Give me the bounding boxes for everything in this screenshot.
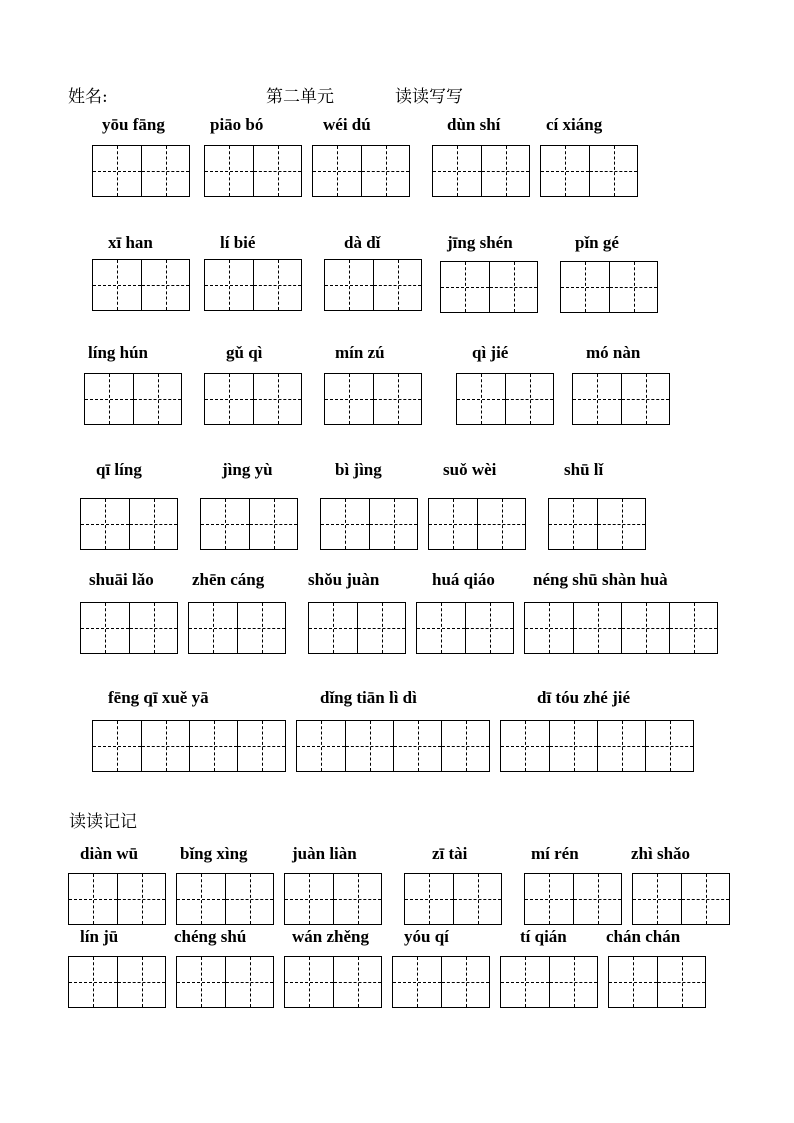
pinyin-label: dǐng tiān lì dì	[320, 688, 417, 707]
pinyin-label: jìng yù	[222, 460, 273, 479]
pinyin-label: suǒ wèi	[443, 460, 497, 479]
pinyin-label: zhì shǎo	[631, 844, 691, 863]
pinyin-label: lín jū	[80, 927, 119, 946]
pinyin-label: zhēn cáng	[192, 570, 265, 589]
writing-grid[interactable]	[204, 259, 302, 311]
writing-grid[interactable]	[176, 956, 274, 1008]
pinyin-label: shuāi lǎo	[89, 570, 154, 589]
writing-grid[interactable]	[84, 373, 182, 425]
pinyin-label: lí bié	[220, 233, 256, 252]
writing-grid[interactable]	[284, 873, 382, 925]
pinyin-label: wán zhěng	[292, 927, 369, 946]
writing-grid[interactable]	[92, 145, 190, 197]
writing-grid[interactable]	[204, 373, 302, 425]
writing-grid[interactable]	[524, 873, 622, 925]
pinyin-label: piāo bó	[210, 115, 264, 134]
writing-grid[interactable]	[320, 498, 418, 550]
pinyin-label: bǐng xìng	[180, 844, 248, 863]
writing-grid[interactable]	[80, 498, 178, 550]
writing-grid[interactable]	[428, 498, 526, 550]
pinyin-label: juàn liàn	[292, 844, 357, 863]
writing-grid[interactable]	[324, 259, 422, 311]
pinyin-label: yōu fāng	[102, 115, 165, 134]
writing-grid[interactable]	[524, 602, 718, 654]
pinyin-label: cí xiáng	[546, 115, 603, 134]
pinyin-label: yóu qí	[404, 927, 449, 946]
pinyin-label: zī tài	[432, 844, 468, 863]
writing-grid[interactable]	[404, 873, 502, 925]
writing-grid[interactable]	[548, 498, 646, 550]
unit-title: 第二单元	[266, 87, 334, 107]
writing-grid[interactable]	[392, 956, 490, 1008]
writing-grid[interactable]	[176, 873, 274, 925]
pinyin-label: dà dǐ	[344, 233, 381, 252]
writing-grid[interactable]	[188, 602, 286, 654]
writing-grid[interactable]	[312, 145, 410, 197]
writing-grid[interactable]	[572, 373, 670, 425]
writing-grid[interactable]	[432, 145, 530, 197]
pinyin-label: dī tóu zhé jié	[537, 688, 631, 707]
section1-title: 读读写写	[395, 87, 463, 107]
pinyin-label: qì jié	[472, 343, 509, 362]
pinyin-label: gǔ qì	[226, 343, 263, 362]
writing-grid[interactable]	[204, 145, 302, 197]
writing-grid[interactable]	[200, 498, 298, 550]
writing-grid[interactable]	[500, 956, 598, 1008]
writing-grid[interactable]	[92, 720, 286, 772]
pinyin-label: huá qiáo	[432, 570, 495, 589]
pinyin-label: wéi dú	[323, 115, 371, 134]
writing-grid[interactable]	[68, 956, 166, 1008]
writing-grid[interactable]	[540, 145, 638, 197]
pinyin-label: chán chán	[606, 927, 681, 946]
writing-grid[interactable]	[308, 602, 406, 654]
name-label: 姓名:	[68, 87, 108, 107]
pinyin-label: qī líng	[96, 460, 142, 479]
pinyin-label: fēng qī xuě yā	[108, 688, 209, 707]
writing-grid[interactable]	[440, 261, 538, 313]
pinyin-label: líng hún	[88, 343, 149, 362]
section2-title: 读读记记	[69, 812, 137, 832]
writing-grid[interactable]	[324, 373, 422, 425]
pinyin-label: mó nàn	[586, 343, 641, 362]
pinyin-label: tí qián	[520, 927, 567, 946]
writing-grid[interactable]	[80, 602, 178, 654]
writing-grid[interactable]	[608, 956, 706, 1008]
writing-grid[interactable]	[416, 602, 514, 654]
pinyin-label: chéng shú	[174, 927, 247, 946]
pinyin-label: xī han	[108, 233, 153, 252]
writing-grid[interactable]	[456, 373, 554, 425]
pinyin-label: shǒu juàn	[308, 570, 380, 589]
pinyin-label: mín zú	[335, 343, 385, 362]
writing-grid[interactable]	[560, 261, 658, 313]
pinyin-label: shū lǐ	[564, 460, 604, 479]
writing-grid[interactable]	[68, 873, 166, 925]
writing-grid[interactable]	[296, 720, 490, 772]
writing-grid[interactable]	[92, 259, 190, 311]
pinyin-label: pǐn gé	[575, 233, 619, 252]
pinyin-label: néng shū shàn huà	[533, 570, 668, 589]
writing-grid[interactable]	[500, 720, 694, 772]
pinyin-label: dùn shí	[447, 115, 501, 134]
writing-grid[interactable]	[632, 873, 730, 925]
pinyin-label: jīng shén	[447, 233, 513, 252]
pinyin-label: bì jìng	[335, 460, 382, 479]
pinyin-label: mí rén	[531, 844, 579, 863]
writing-grid[interactable]	[284, 956, 382, 1008]
pinyin-label: diàn wū	[80, 844, 139, 863]
